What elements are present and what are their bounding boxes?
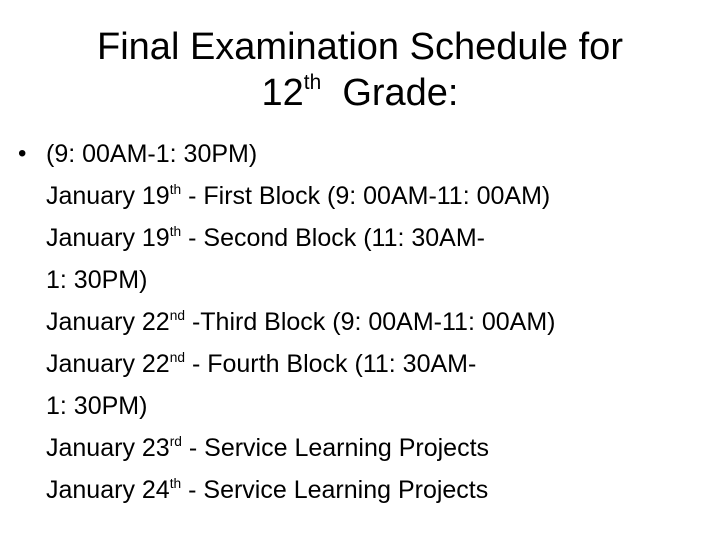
title-grade-word: Grade: (321, 72, 459, 114)
line-text: (9: 00AM-1: 30PM) (46, 140, 258, 168)
line-detail: - First Block (9: 00AM-11: 00AM) (181, 182, 551, 210)
schedule-line (46, 345, 706, 387)
line-text: January 23 (46, 434, 170, 462)
line-ordinal: th (169, 223, 182, 239)
title-grade-suffix: th (303, 71, 322, 95)
bullet-marker: • (18, 140, 27, 167)
line-text: January 22 (46, 350, 170, 378)
line-ordinal: rd (169, 433, 182, 449)
schedule-line (46, 303, 706, 345)
line-detail: -Third Block (9: 00AM-11: 00AM) (185, 308, 556, 336)
title-line-2 (261, 72, 458, 114)
title-grade-number: 12 (261, 72, 304, 114)
line-detail: - Fourth Block (11: 30AM- (185, 350, 477, 378)
line-text: January 24 (46, 476, 170, 504)
schedule-line (46, 177, 706, 219)
line-ordinal: nd (169, 307, 185, 323)
schedule-line (46, 219, 706, 261)
line-detail: - Second Block (11: 30AM- (181, 224, 486, 252)
line-text: 1: 30PM) (46, 392, 148, 420)
line-text: January 19 (46, 224, 170, 252)
line-ordinal: nd (169, 349, 185, 365)
line-ordinal: th (169, 475, 182, 491)
line-text: 1: 30PM) (46, 266, 148, 294)
line-detail: - Service Learning Projects (181, 434, 490, 462)
line-text: January 22 (46, 308, 170, 336)
schedule-line (46, 261, 706, 303)
line-ordinal: th (169, 181, 182, 197)
title-line-1: Final Examination Schedule for (97, 26, 623, 68)
schedule-line (46, 429, 706, 471)
schedule-line (46, 387, 706, 429)
schedule-line (46, 135, 706, 177)
page-title (0, 24, 720, 122)
line-text: January 19 (46, 182, 170, 210)
schedule-line (46, 471, 706, 513)
schedule-lines (46, 135, 706, 513)
line-detail: - Service Learning Projects (181, 476, 489, 504)
